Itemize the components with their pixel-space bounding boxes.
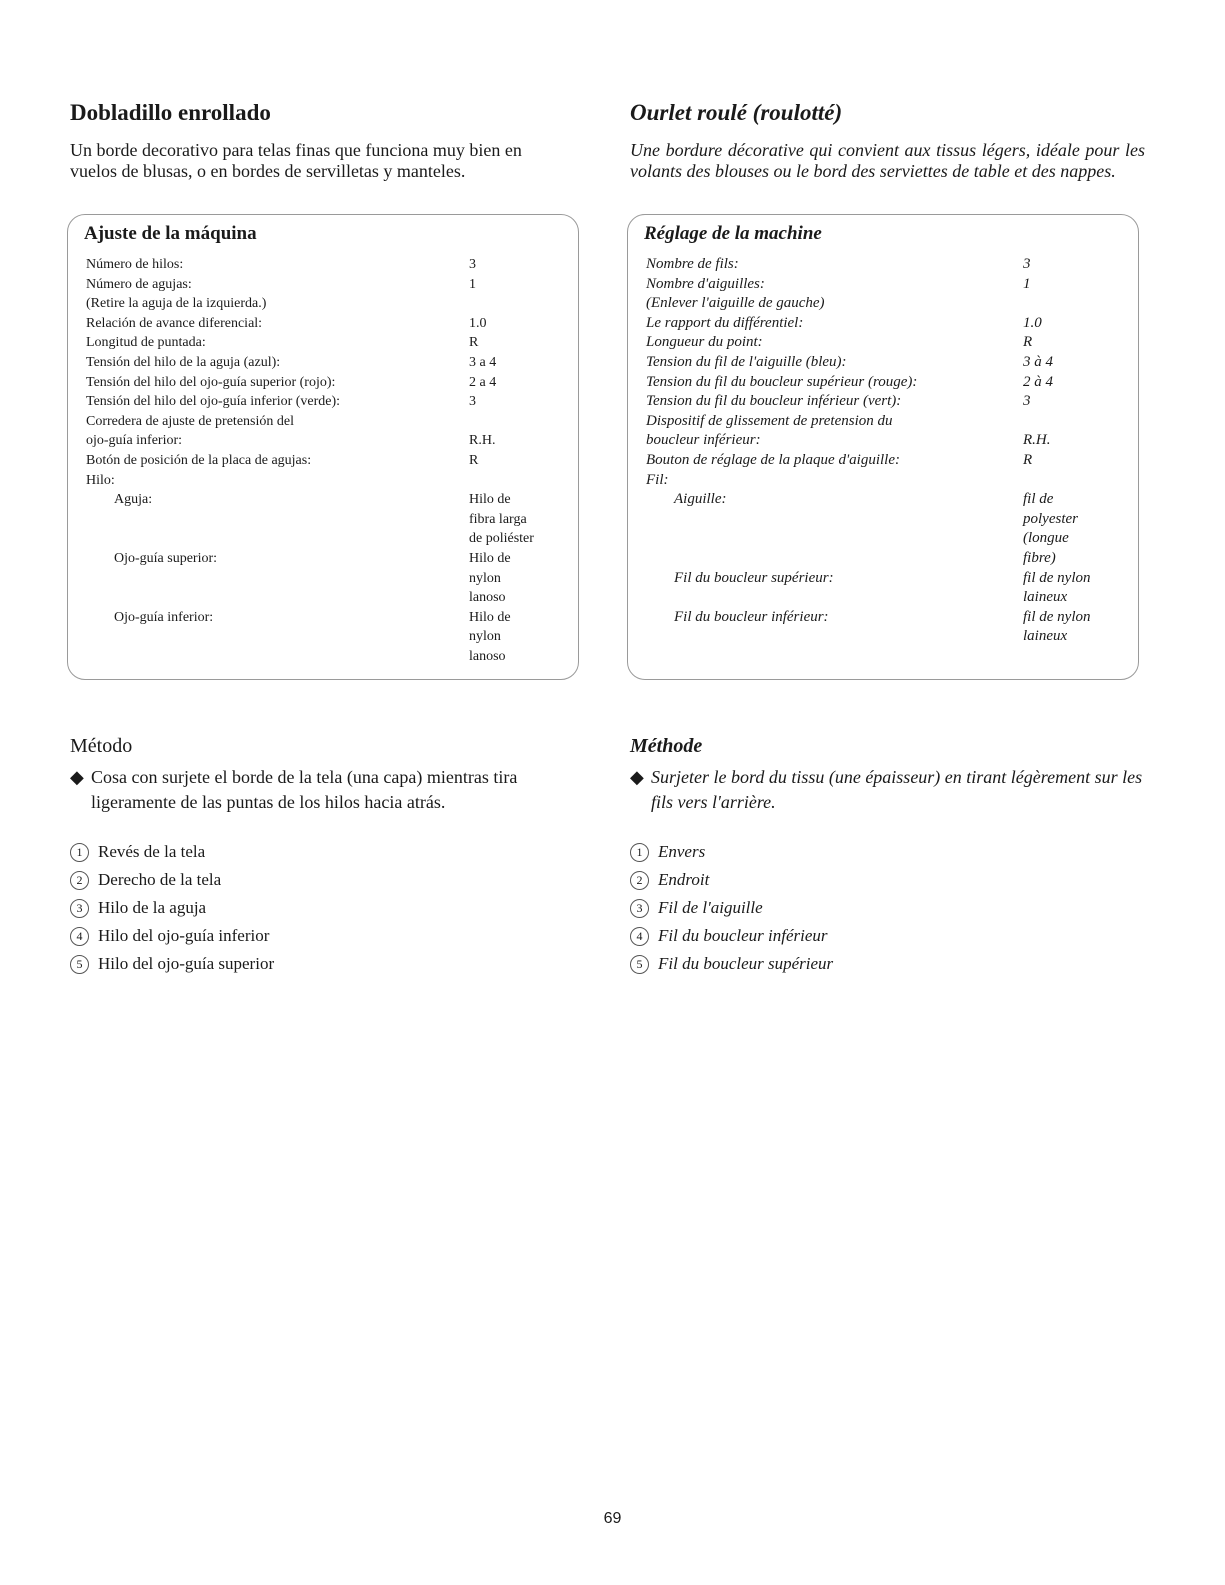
setting-value: 3 [1023,393,1031,410]
settings-title: Ajuste de la máquina [84,223,257,244]
setting-label: (Enlever l'aiguille de gauche) [646,295,825,312]
setting-row [86,333,570,353]
setting-row [86,608,570,628]
setting-row [646,627,1130,647]
setting-row [646,333,1130,353]
page-number: 69 [603,1510,622,1527]
circled-number-icon: 4 [630,927,649,946]
setting-row [86,294,570,314]
setting-value: fil de [1023,491,1054,508]
setting-row [646,412,1130,432]
setting-value: 1 [1023,275,1031,292]
legend-item [630,894,833,922]
setting-row [86,529,570,549]
setting-value: nylon [469,629,501,645]
circled-number-icon: 3 [70,899,89,918]
setting-label [86,647,469,667]
setting-label: Fil du boucleur inférieur: [674,608,829,625]
legend-text: Fil du boucleur supérieur [658,954,834,973]
legend-item [70,894,274,922]
setting-row [86,510,570,530]
setting-row [86,275,570,295]
setting-value: R [1023,451,1033,468]
circled-number-icon: 5 [630,955,649,974]
setting-row [86,392,570,412]
setting-label [646,529,1023,549]
diamond-bullet-icon: ◆ [630,767,644,787]
setting-value: fil de nylon [1023,608,1091,625]
setting-label [86,588,469,608]
setting-row [86,549,570,569]
intro-paragraph: Une bordure décorative qui convient aux tissus légers, idéale pour les volants des blouses ou le bord des serviettes de table et des nappes. [630,140,1145,181]
setting-row [646,255,1130,275]
setting-value: de poliéster [469,531,534,547]
circled-number-icon: 3 [630,899,649,918]
settings-list [86,255,570,666]
setting-label: Aguja: [114,492,153,508]
setting-label: ojo-guía inferior: [86,433,183,449]
setting-row [86,255,570,275]
setting-label: Relación de avance diferencial: [86,315,263,331]
setting-label: boucleur inférieur: [646,432,761,449]
setting-label: Tensión del hilo del ojo-guía inferior (verde): [86,394,341,410]
setting-label [86,569,469,589]
setting-label: Número de agujas: [86,276,192,292]
setting-value: laineux [1023,589,1068,606]
legend-item [70,866,274,894]
machine-settings-box [67,214,579,680]
setting-label: Ojo-guía superior: [114,550,218,566]
setting-value [1023,412,1130,432]
setting-label: (Retire la aguja de la izquierda.) [86,296,267,312]
setting-label: Botón de posición de la placa de agujas: [86,452,312,468]
setting-label: Tensión del hilo del ojo-guía superior (rojo): [86,374,336,390]
method-title: Método [70,735,133,757]
setting-label [646,510,1023,530]
setting-row [646,294,1130,314]
setting-row [86,627,570,647]
setting-row [646,549,1130,569]
circled-number-icon: 1 [70,843,89,862]
setting-value: fibra larga [469,511,527,527]
legend-item [630,838,833,866]
legend-item [70,950,274,978]
circled-number-icon: 1 [630,843,649,862]
legend-text: Fil du boucleur inférieur [658,926,828,945]
setting-row [86,314,570,334]
setting-value: 1 [469,276,476,292]
setting-value: Hilo de [469,550,511,566]
setting-value: (longue [1023,530,1069,547]
setting-label: Nombre de fils: [646,256,739,272]
setting-value: 3 [469,257,476,272]
setting-row [646,529,1130,549]
setting-row [646,510,1130,530]
setting-value: polyester [1023,510,1078,527]
legend-item [70,922,274,950]
intro-paragraph: Un borde decorativo para telas finas que funciona muy bien en vuelos de blusas, o en bordes de servilletas y manteles. [70,140,522,181]
setting-value: R.H. [469,433,496,449]
setting-row [646,569,1130,589]
setting-label [646,549,1023,569]
setting-row [86,490,570,510]
setting-label: Tensión del hilo de la aguja (azul): [86,354,281,370]
setting-row [86,431,570,451]
setting-label: Corredera de ajuste de pretensión del [86,413,294,429]
diamond-bullet-icon: ◆ [70,767,84,787]
setting-value [469,294,570,314]
setting-value: nylon [469,570,501,586]
setting-value: Hilo de [469,609,511,625]
setting-value: fil de nylon [1023,569,1091,586]
setting-value [1023,471,1130,491]
setting-row [86,588,570,608]
setting-label [86,529,469,549]
setting-label: Hilo: [86,472,115,488]
setting-label [646,627,1023,647]
setting-value: 2 à 4 [1023,373,1053,390]
setting-row [646,608,1130,628]
setting-value: lanoso [469,590,506,606]
setting-value: 3 [1023,256,1031,272]
setting-value: R [1023,334,1033,351]
setting-value: 1.0 [1023,314,1042,331]
section-title: Dobladillo enrollado [70,100,271,125]
setting-value: R.H. [1023,432,1051,449]
setting-label: Número de hilos: [86,257,184,272]
method-text: Surjeter le bord du tissu (une épaisseur) en tirant légèrement sur les fils vers l'arrière. [651,767,1143,812]
figure-legend [70,838,274,978]
setting-value: fibre) [1023,549,1056,566]
circled-number-icon: 2 [630,871,649,890]
legend-text: Endroit [658,870,710,889]
setting-label: Fil: [646,471,669,488]
setting-row [646,471,1130,491]
figure-legend [630,838,833,978]
setting-row [646,451,1130,471]
setting-label [86,627,469,647]
setting-label [646,588,1023,608]
legend-text: Revés de la tela [98,842,206,861]
setting-row [646,490,1130,510]
setting-row [86,353,570,373]
method-text: Cosa con surjete el borde de la tela (una capa) mientras tira ligeramente de las puntas de los hilos hacia atrás. [91,767,518,812]
setting-row [646,353,1130,373]
setting-label: Tension du fil du boucleur inférieur (vert): [646,393,902,410]
legend-item [70,838,274,866]
setting-label: Fil du boucleur supérieur: [674,569,834,586]
setting-value: 3 à 4 [1023,353,1053,370]
legend-text: Envers [658,842,706,861]
setting-row [646,392,1130,412]
setting-value: R [469,335,479,351]
setting-row [86,373,570,393]
setting-row [646,314,1130,334]
setting-row [646,275,1130,295]
setting-value [1023,294,1130,314]
setting-label: Dispositif de glissement de pretension du [646,412,893,429]
setting-label: Longitud de puntada: [86,335,206,351]
legend-text: Hilo del ojo-guía superior [98,954,275,973]
setting-row [646,431,1130,451]
setting-label [86,510,469,530]
setting-row [86,471,570,491]
setting-value [469,412,570,432]
legend-item [630,950,833,978]
setting-value: 2 a 4 [469,374,497,390]
setting-label: Bouton de réglage de la plaque d'aiguille: [646,451,900,468]
setting-value: R [469,452,479,468]
machine-settings-box [627,214,1139,680]
circled-number-icon: 2 [70,871,89,890]
setting-row [86,647,570,667]
legend-item [630,866,833,894]
circled-number-icon: 5 [70,955,89,974]
legend-text: Derecho de la tela [98,870,222,889]
legend-text: Hilo del ojo-guía inferior [98,926,270,945]
setting-label: Tension du fil de l'aiguille (bleu): [646,353,847,370]
setting-value [469,471,570,491]
circled-number-icon: 4 [70,927,89,946]
setting-row [646,588,1130,608]
legend-text: Hilo de la aguja [98,898,207,917]
setting-value: laineux [1023,628,1068,645]
settings-list [646,255,1130,647]
method-step [70,765,590,815]
setting-row [86,569,570,589]
section-title: Ourlet roulé (roulotté) [630,100,843,125]
setting-row [86,412,570,432]
setting-label: Ojo-guía inferior: [114,609,214,625]
legend-text: Fil de l'aiguille [658,898,763,917]
setting-label: Nombre d'aiguilles: [646,275,765,292]
setting-value: 3 a 4 [469,354,497,370]
setting-value: 1.0 [469,315,487,331]
setting-label: Aiguille: [674,491,727,508]
setting-label: Longueur du point: [646,334,763,351]
method-step [630,765,1150,815]
settings-title: Réglage de la machine [644,223,822,244]
method-title: Méthode [630,735,703,757]
setting-label: Tension du fil du boucleur supérieur (rouge): [646,373,918,390]
setting-value: Hilo de [469,492,511,508]
setting-label: Le rapport du différentiel: [646,314,804,331]
setting-value: lanoso [469,648,506,664]
setting-row [646,373,1130,393]
setting-value: 3 [469,394,476,410]
legend-item [630,922,833,950]
setting-row [86,451,570,471]
